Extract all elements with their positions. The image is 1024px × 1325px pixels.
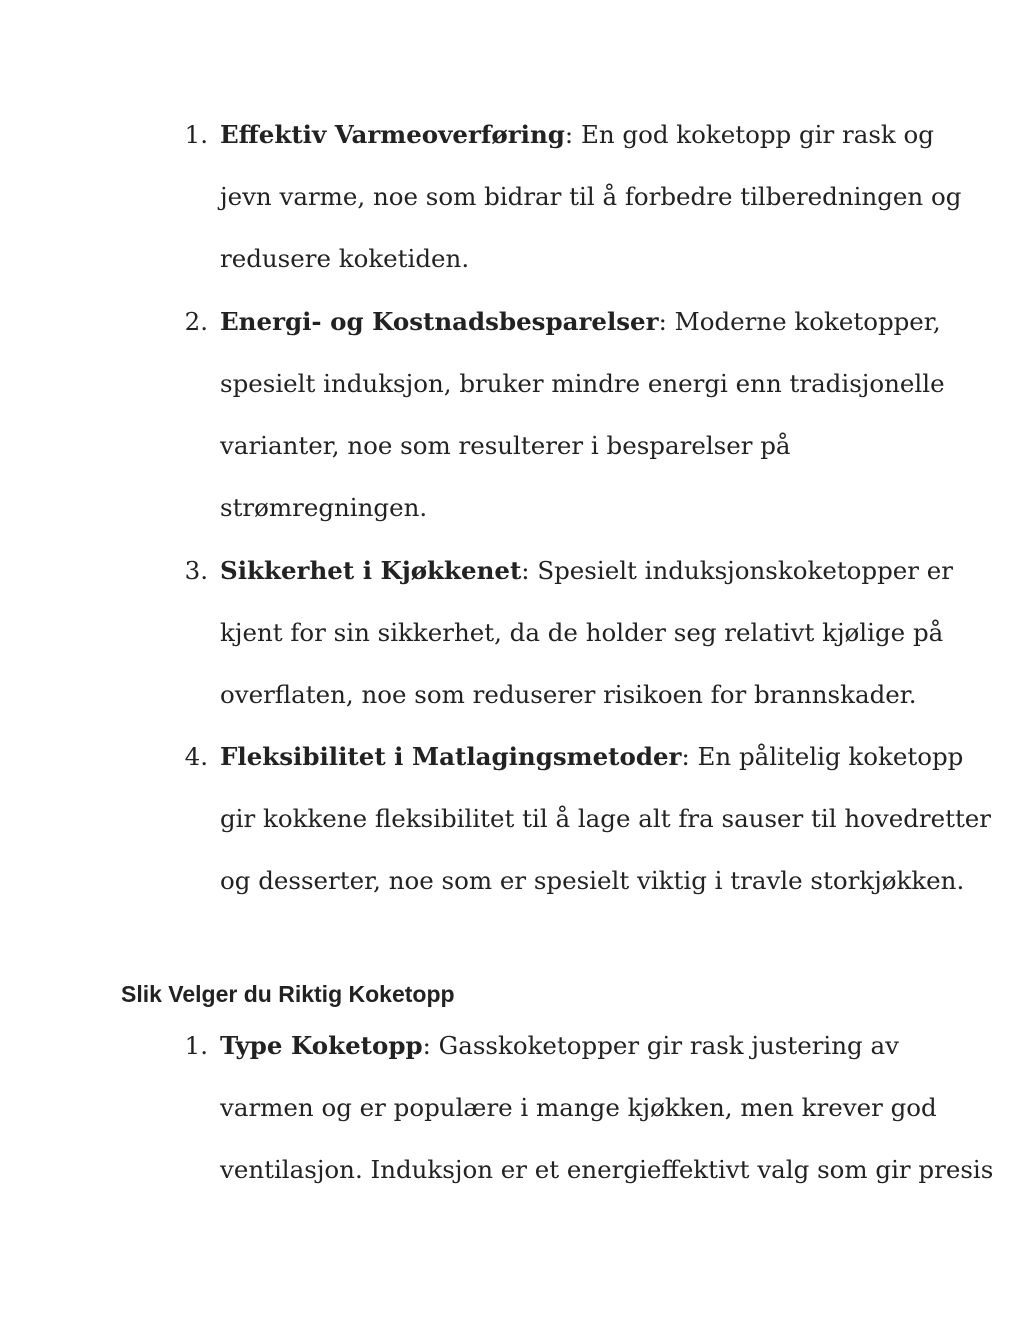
text-line [220,291,941,353]
text-line: overflaten, noe som reduserer risikoen for brannskader. [220,680,917,709]
item-term: Energi- og Kostnadsbesparelser [220,307,659,336]
item-term: Effektiv Varmeoverføring [220,120,565,149]
text-line: varianter, noe som resulterer i besparelser på [220,431,791,460]
text-line: og desserter, noe som er spesielt viktig i travle storkjøkken. [220,866,965,895]
list-item-text [220,726,991,912]
item-text: : En pålitelig koketopp [681,742,964,771]
item-text: : En god koketopp gir rask og [564,120,934,149]
text-line: ventilasjon. Induksjon er et energieffektivt valg som gir presis [220,1155,994,1184]
item-text: : Spesielt induksjonskoketopper er [521,556,953,585]
text-line [220,104,934,166]
text-line: redusere koketiden. [220,244,470,273]
text-line [220,726,964,788]
text-line: spesielt induksjon, bruker mindre energi enn tradisjonelle [220,369,945,398]
item-term: Type Koketopp [220,1031,423,1060]
list-item-text [220,104,962,290]
text-line: jevn varme, noe som bidrar til å forbedre tilberedningen og [220,182,962,211]
item-term: Sikkerhet i Kjøkkenet [220,556,522,585]
list-number: 1. [184,1031,208,1060]
list-item-text [220,540,953,726]
list-item-text [220,1015,994,1201]
section-heading: Slik Velger du Riktig Koketopp [121,981,455,1007]
list-number: 3. [184,556,208,585]
text-line [220,540,953,602]
text-line: strømregningen. [220,493,428,522]
text-line: kjent for sin sikkerhet, da de holder seg relativt kjølige på [220,618,944,647]
item-text: : Gasskoketopper gir rask justering av [422,1031,899,1060]
item-text: : Moderne koketopper, [658,307,941,336]
text-line: varmen og er populære i mange kjøkken, men krever god [220,1093,937,1122]
list-number: 4. [184,742,208,771]
list-item-text [220,291,945,539]
item-term: Fleksibilitet i Matlagingsmetoder [220,742,682,771]
text-line: gir kokkene fleksibilitet til å lage alt fra sauser til hovedretter [220,804,991,833]
list-number: 1. [184,120,208,149]
text-line [220,1015,920,1077]
list-number: 2. [184,307,208,336]
